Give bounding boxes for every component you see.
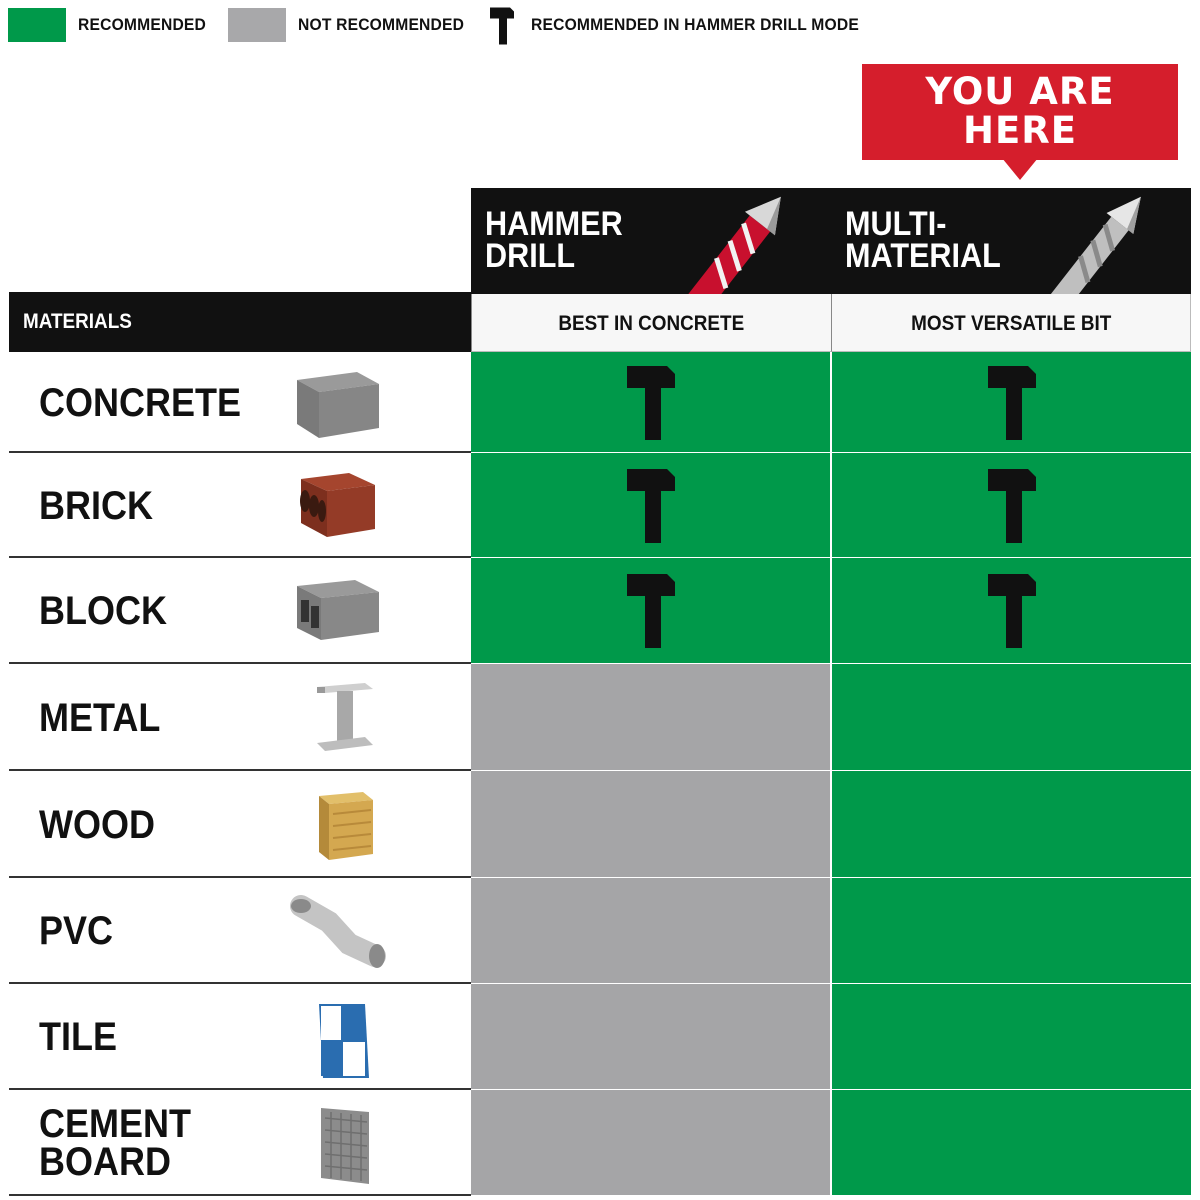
silver-multi-material-bit-icon <box>1035 188 1175 294</box>
hammer-icon <box>988 366 1036 440</box>
legend-recommended-label: RECOMMENDED <box>78 15 207 34</box>
material-name: BLOCK <box>39 589 167 633</box>
table-row <box>9 878 1192 984</box>
red-masonry-bit-icon <box>675 188 815 294</box>
legend <box>0 0 1200 50</box>
brick-icon <box>279 461 389 551</box>
tile-panel-icon <box>279 992 389 1082</box>
material-name: CONCRETE <box>39 380 242 425</box>
recommended-swatch <box>8 8 66 42</box>
cinder-block-icon <box>279 566 389 656</box>
multi-material-cell <box>832 878 1191 983</box>
hammer-drill-subtitle: BEST IN CONCRETE <box>471 294 831 352</box>
hammer-icon <box>988 469 1036 543</box>
hammer-drill-cell <box>471 664 830 770</box>
hammer-icon <box>490 6 514 46</box>
hammer-drill-cell <box>471 878 830 983</box>
hammer-icon <box>627 366 675 440</box>
product-header-hammer-drill <box>471 188 831 294</box>
table-row <box>9 352 1192 453</box>
table-row <box>9 984 1192 1090</box>
multi-material-cell <box>832 771 1191 877</box>
steel-i-beam-icon <box>279 673 389 763</box>
table-row <box>9 1090 1192 1196</box>
hammer-drill-cell <box>471 1090 830 1195</box>
material-name: PVC <box>39 909 114 953</box>
hammer-drill-cell <box>471 558 830 663</box>
wood-block-icon <box>279 780 389 870</box>
row-divider <box>9 1194 471 1196</box>
multi-material-cell <box>832 984 1191 1089</box>
multi-material-cell <box>832 1090 1191 1195</box>
material-name: BRICK <box>39 483 154 528</box>
material-name: WOOD <box>39 802 155 847</box>
cement-board-icon <box>279 1098 389 1188</box>
callout-arrow-icon <box>1002 158 1038 180</box>
materials-column-header: MATERIALS <box>9 292 471 352</box>
multi-material-cell <box>832 558 1191 663</box>
concrete-block-icon <box>279 358 389 448</box>
material-name: CEMENT BOARD <box>39 1102 192 1184</box>
product-name-line-1: HAMMER <box>485 205 623 243</box>
product-name-line-2: DRILL <box>485 237 576 275</box>
product-header-multi-material <box>831 188 1191 294</box>
hammer-drill-cell <box>471 771 830 877</box>
multi-material-cell <box>832 664 1191 770</box>
table-row <box>9 771 1192 878</box>
table-row <box>9 453 1192 558</box>
hammer-icon <box>988 574 1036 648</box>
legend-not-recommended-label: NOT RECOMMENDED <box>298 15 465 34</box>
callout-line-1: YOU ARE <box>925 70 1115 113</box>
multi-material-subtitle: MOST VERSATILE BIT <box>831 294 1191 352</box>
hammer-drill-cell <box>471 453 830 557</box>
hammer-drill-cell <box>471 352 830 452</box>
you-are-here-callout <box>862 64 1178 160</box>
table-row <box>9 664 1192 771</box>
pvc-elbow-pipe-icon <box>279 886 389 976</box>
product-name-line-1: MULTI- <box>845 205 947 243</box>
not-recommended-swatch <box>228 8 286 42</box>
legend-hammer-mode-label: RECOMMENDED IN HAMMER DRILL MODE <box>531 15 859 34</box>
hammer-icon <box>627 469 675 543</box>
product-name-line-2: MATERIAL <box>845 237 1001 275</box>
material-name: TILE <box>39 1015 118 1059</box>
material-name: METAL <box>39 695 161 740</box>
multi-material-cell <box>832 352 1191 452</box>
hammer-icon <box>627 574 675 648</box>
table-row <box>9 558 1192 664</box>
hammer-drill-cell <box>471 984 830 1089</box>
multi-material-cell <box>832 453 1191 557</box>
callout-line-2: HERE <box>962 109 1077 152</box>
